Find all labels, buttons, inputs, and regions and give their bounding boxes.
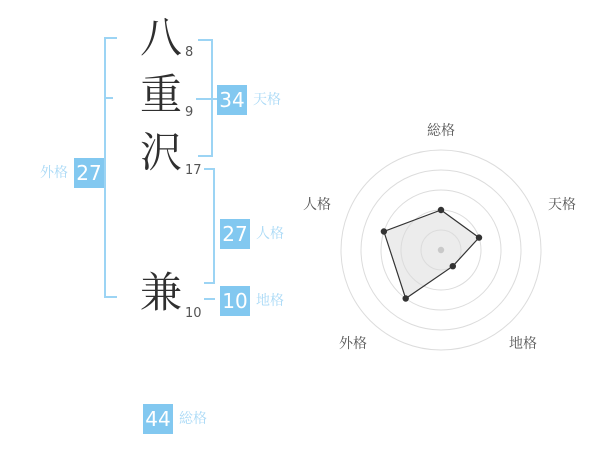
stroke-count-1: 8 [185, 45, 194, 60]
gaikaku-row [40, 158, 104, 188]
stroke-count-4: 10 [185, 306, 202, 321]
name-character-4: 兼 [139, 268, 182, 317]
gaikaku-bracket-line [104, 37, 106, 298]
name-character-1: 八 [139, 13, 182, 62]
stroke-count-2: 9 [185, 105, 194, 120]
jinkaku-bracket-tick-bottom [204, 282, 215, 284]
tenkaku-label: 天格 [253, 92, 281, 108]
tenkaku-bracket-tick-top [198, 39, 213, 41]
jinkaku-label: 人格 [256, 226, 284, 242]
name-character-3: 沢 [139, 128, 182, 177]
gaikaku-bracket-tick-top [104, 37, 117, 39]
soukaku-value-badge: 44 [143, 404, 173, 434]
jinkaku-bracket-tick-top [204, 168, 215, 170]
tenkaku-bracket-tick-bottom [198, 155, 213, 157]
gaikaku-bracket-tick-mid [104, 97, 113, 99]
tenkaku-bracket-tick-mid [196, 98, 217, 100]
radar-axis-label-tenkaku: 天格 [548, 197, 576, 213]
gaikaku-value-badge: 27 [74, 158, 104, 188]
radar-axis-label-gaikaku: 外格 [339, 336, 367, 352]
soukaku-row [143, 404, 207, 434]
radar-axis-label-soukaku: 総格 [427, 123, 455, 139]
radar-axis-label-chikaku: 地格 [509, 336, 537, 352]
tenkaku-row [217, 85, 281, 115]
tenkaku-value-badge: 34 [217, 85, 247, 115]
jinkaku-value-badge: 27 [220, 219, 250, 249]
radar-axis-label-jinkaku: 人格 [303, 197, 331, 213]
chikaku-bracket-tick [204, 298, 215, 300]
chikaku-value-badge: 10 [220, 286, 250, 316]
soukaku-label: 総格 [179, 411, 207, 427]
jinkaku-bracket-line [213, 168, 215, 284]
chikaku-row [220, 286, 284, 316]
stroke-count-3: 17 [185, 163, 202, 178]
gaikaku-bracket-tick-bottom [104, 296, 117, 298]
name-character-2: 重 [139, 70, 182, 119]
jinkaku-row [220, 219, 284, 249]
gaikaku-label: 外格 [40, 165, 68, 181]
chikaku-label: 地格 [256, 293, 284, 309]
